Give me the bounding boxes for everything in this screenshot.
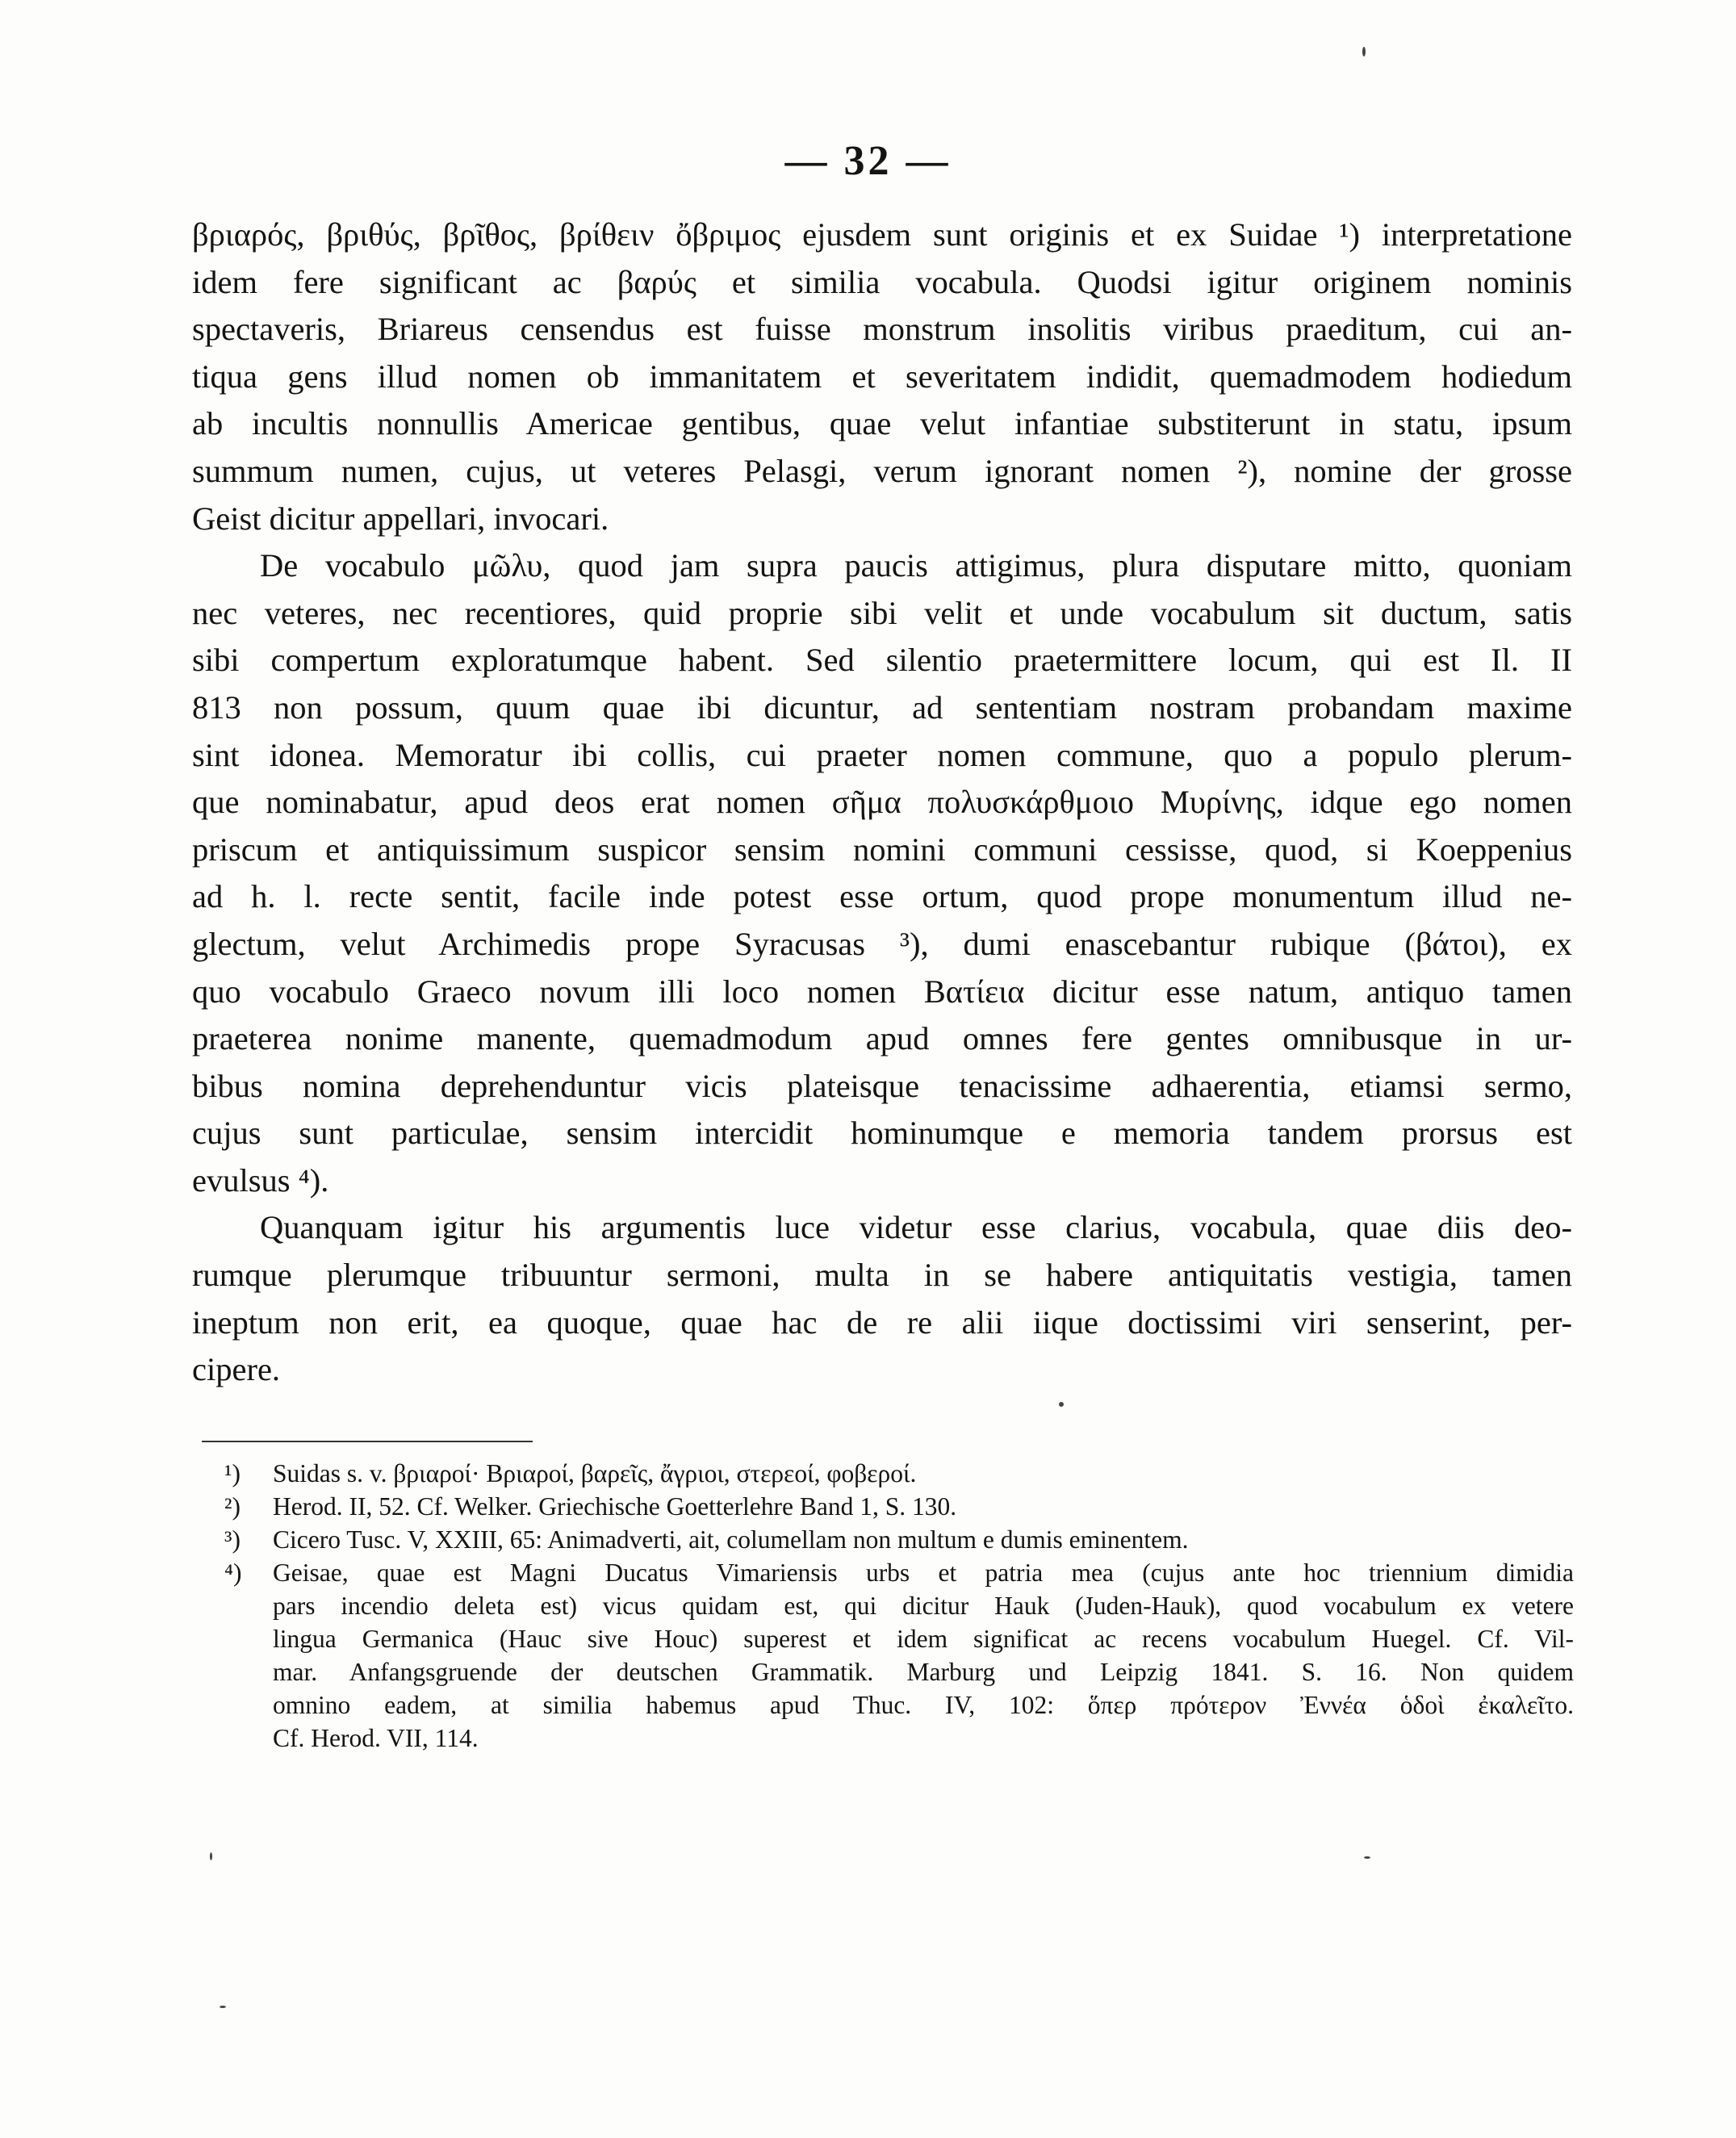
text-line: evulsus ⁴).: [192, 1161, 329, 1199]
footnote-mark: ¹): [224, 1459, 241, 1487]
text-line: Quanquam igitur his argumentis luce videtur esse clarius, vocabula, quae diis deo-: [260, 1209, 1572, 1246]
text-line: summum numen, cujus, ut veteres Pelasgi, verum ignorant nomen ²), nomine der grosse: [192, 452, 1572, 489]
page-number: — 32 —: [784, 138, 952, 184]
footnote-4: [224, 1556, 1574, 1755]
text-line: nec veteres, nec recentiores, quid proprie sibi velit et unde vocabulum sit ductum, satis: [192, 594, 1572, 631]
ink-speck: [1364, 1856, 1370, 1859]
text-line: βριαρός, βριθύς, βρῖθος, βρίθειν ὄβριμος ejusdem sunt originis et ex Suidae ¹) interpretatione: [192, 216, 1572, 253]
text-line: cujus sunt particulae, sensim intercidit hominumque e memoria tandem prorsus est: [192, 1115, 1572, 1152]
text-line: praeterea nonime manente, quemadmodum apud omnes fere gentes omnibusque in ur-: [192, 1020, 1572, 1057]
footnote-line: Geisae, quae est Magni Ducatus Vimariensis urbs et patria mea (cujus ante hoc triennium dimidia: [273, 1559, 1574, 1587]
footnote-line: lingua Germanica (Hauc sive Houc) superest et idem significat ac recens vocabulum Huegel. Cf. Vil-: [273, 1625, 1574, 1653]
paragraph-1: [192, 211, 1572, 542]
footnote-mark: ³): [224, 1525, 241, 1554]
footnote-3: [224, 1523, 1574, 1556]
text-line: De vocabulo μῶλυ, quod jam supra paucis attigimus, plura disputare mitto, quoniam: [260, 547, 1572, 584]
text-line: ad h. l. recte sentit, facile inde potest esse ortum, quod prope monumentum illud ne-: [192, 878, 1572, 915]
main-text: [192, 211, 1572, 1394]
ink-speck: [220, 2006, 226, 2008]
text-line: tiqua gens illud nomen ob immanitatem et severitatem indidit, quemadmodem hodiedum: [192, 358, 1572, 395]
ink-speck: [210, 1852, 212, 1860]
paragraph-3: [192, 1204, 1572, 1393]
footnote-mark: ²): [224, 1492, 241, 1521]
ink-speck: [1059, 1402, 1064, 1407]
footnote-divider: [202, 1441, 533, 1442]
paragraph-2: [192, 542, 1572, 1204]
footnote-line: Cf. Herod. VII, 114.: [273, 1724, 479, 1752]
text-line: 813 non possum, quum quae ibi dicuntur, ad sententiam nostram probandam maxime: [192, 688, 1572, 726]
text-line: ineptum non erit, ea quoque, quae hac de re alii iique doctissimi viri senserint, per-: [192, 1303, 1572, 1341]
text-line: bibus nomina deprehenduntur vicis plateisque tenacissime adhaerentia, etiamsi sermo,: [192, 1067, 1572, 1104]
footnote-line: Suidas s. v. βριαροί· Βριαροί, βαρεῖς, ἄγριοι, στερεοί, φοβεροί.: [273, 1459, 917, 1487]
footnote-line: omnino eadem, at similia habemus apud Thuc. IV, 102: ὅπερ πρότερον Ἐννέα ὁδοὶ ἐκαλεῖτο.: [273, 1691, 1574, 1719]
text-line: priscum et antiquissimum suspicor sensim nomini communi cessisse, quod, si Koeppenius: [192, 831, 1572, 868]
text-line: sibi compertum exploratumque habent. Sed silentio praetermittere locum, qui est Il. II: [192, 642, 1572, 679]
text-line: sint idonea. Memoratur ibi collis, cui praeter nomen commune, quo a populo plerum-: [192, 736, 1572, 773]
footnotes: [224, 1457, 1574, 1755]
footnote-line: pars incendio deleta est) vicus quidam est, qui dicitur Hauk (Juden-Hauk), quod vocabulum ex vetere: [273, 1592, 1574, 1620]
text-line: spectaveris, Briareus censendus est fuisse monstrum insolitis viribus praeditum, cui an-: [192, 311, 1572, 348]
text-line: rumque plerumque tribuuntur sermoni, multa in se habere antiquitatis vestigia, tamen: [192, 1257, 1572, 1294]
footnote-line: Cicero Tusc. V, XXIII, 65: Animadverti, ait, columellam non multum e dumis eminentem.: [273, 1525, 1189, 1554]
text-line: ab incultis nonnullis Americae gentibus, quae velut infantiae substiterunt in statu, ipsum: [192, 405, 1572, 442]
footnote-1: [224, 1457, 1574, 1490]
footnote-mark: ⁴): [224, 1559, 242, 1587]
footnote-line: Herod. II, 52. Cf. Welker. Griechische Goetterlehre Band 1, S. 130.: [273, 1492, 957, 1521]
ink-speck: [1362, 47, 1366, 56]
footnote-2: [224, 1490, 1574, 1523]
text-line: idem fere significant ac βαρύς et similia vocabula. Quodsi igitur originem nominis: [192, 263, 1572, 300]
footnote-line: mar. Anfangsgruende der deutschen Grammatik. Marburg und Leipzig 1841. S. 16. Non quidem: [273, 1658, 1574, 1686]
text-line: que nominabatur, apud deos erat nomen σῆμα πολυσκάρθμοιο Μυρίνης, idque ego nomen: [192, 784, 1572, 821]
text-line: Geist dicitur appellari, invocari.: [192, 500, 609, 537]
text-line: quo vocabulo Graeco novum illi loco nomen Βατίεια dicitur esse natum, antiquo tamen: [192, 973, 1572, 1010]
text-line: cipere.: [192, 1351, 281, 1388]
text-line: glectum, velut Archimedis prope Syracusas ³), dumi enascebantur rubique (βάτοι), ex: [192, 925, 1572, 962]
